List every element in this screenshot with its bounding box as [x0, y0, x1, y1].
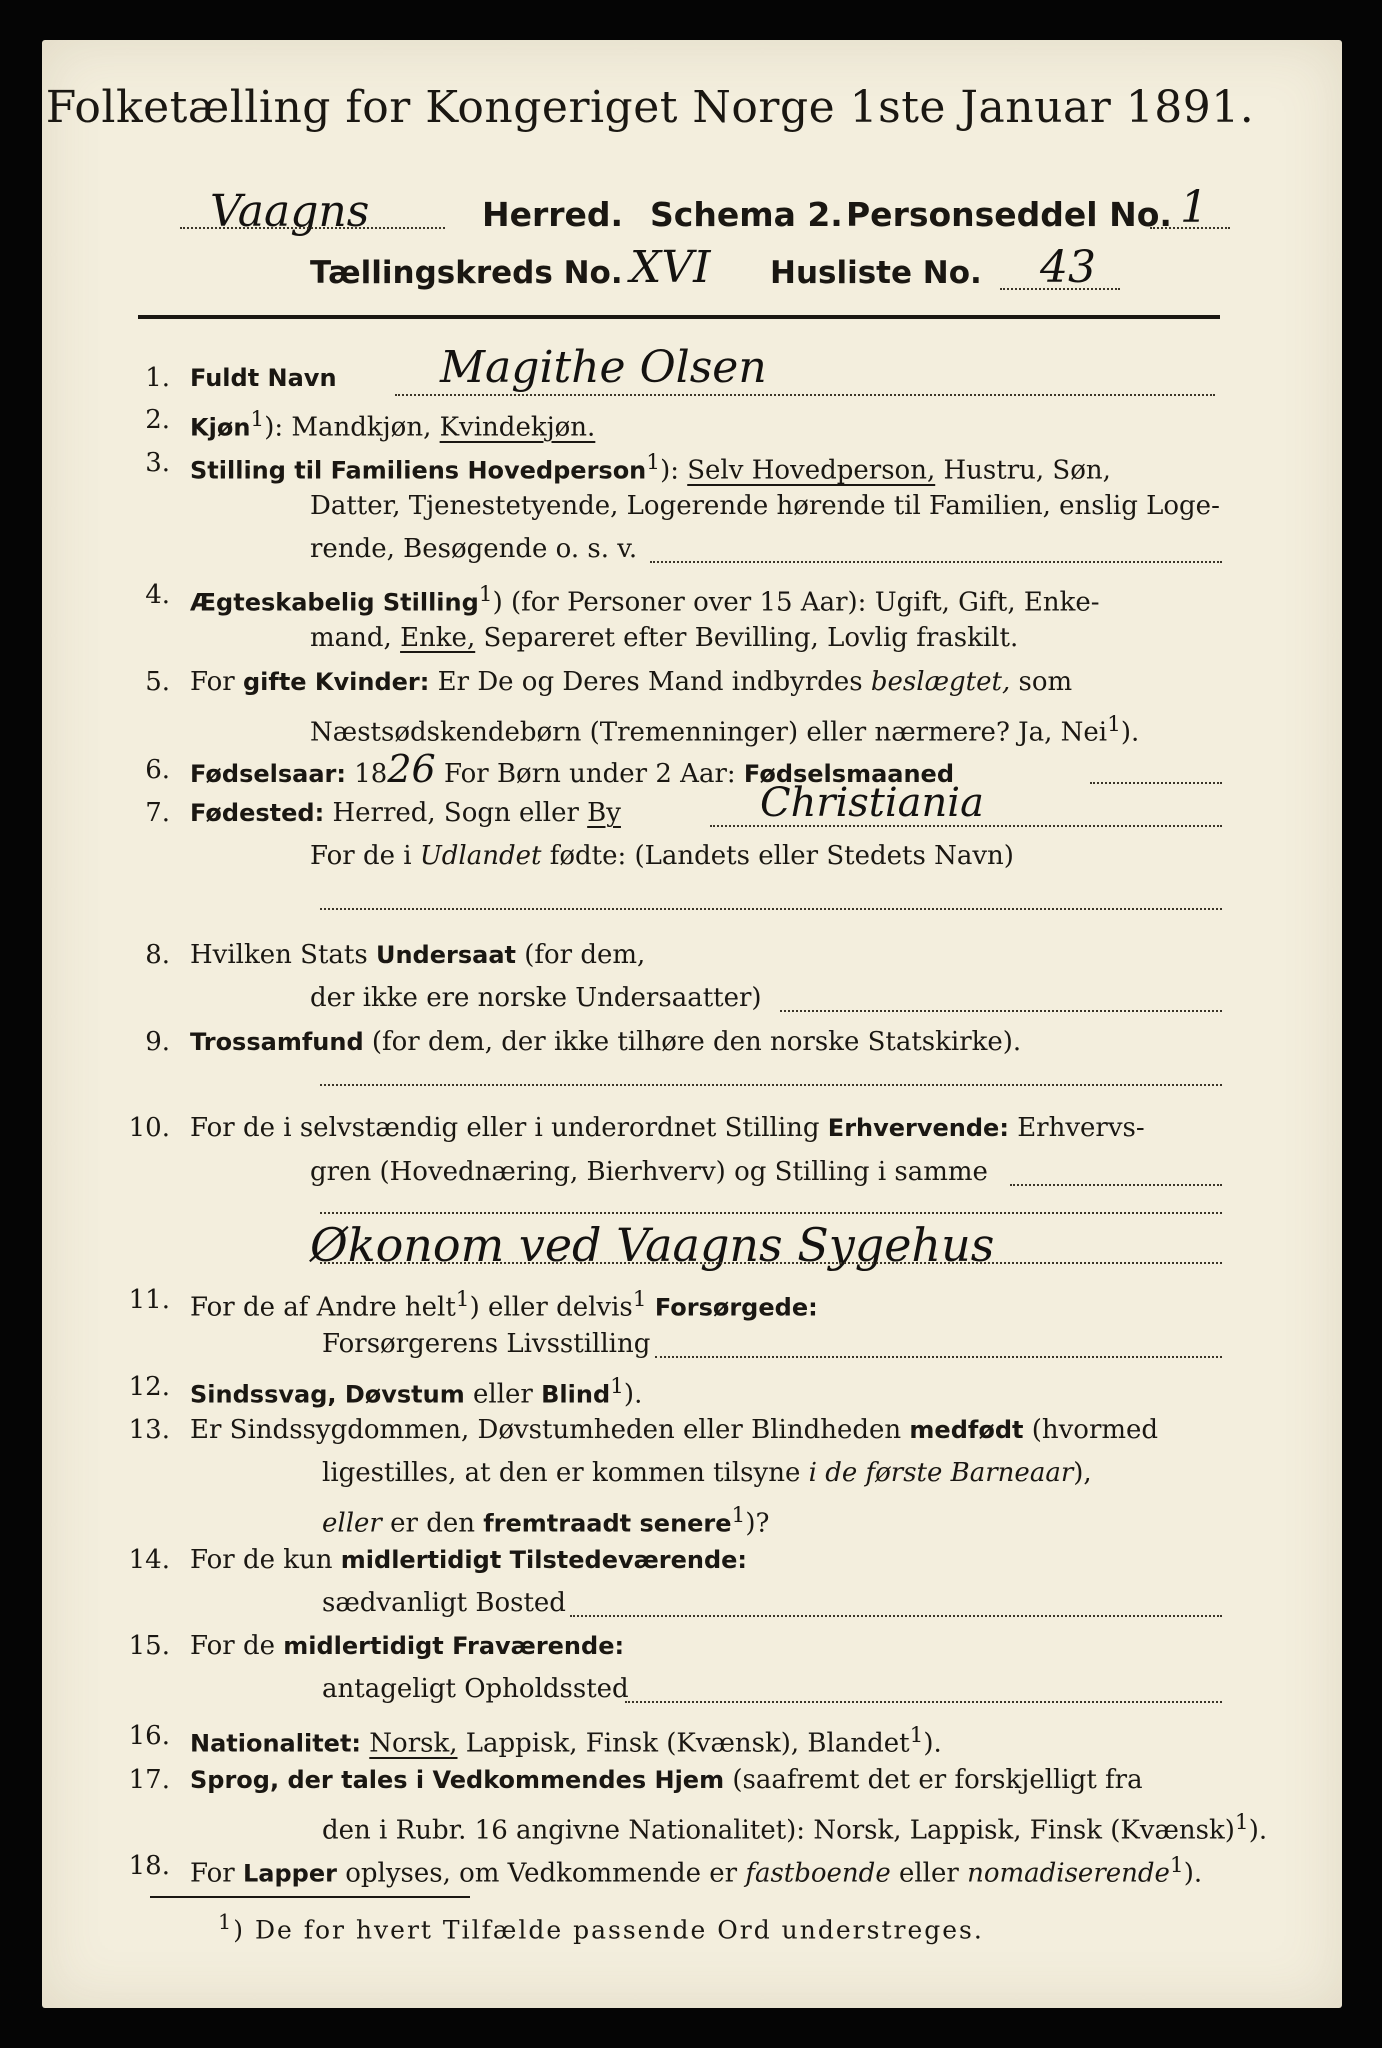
personseddel-label: Personseddel No. — [846, 195, 1172, 234]
husliste-dotted-line — [1000, 288, 1120, 290]
husliste-handwritten: 43 — [1040, 242, 1096, 293]
header-rule — [138, 315, 1220, 319]
full-name-handwritten: Magithe Olsen — [440, 342, 767, 393]
kjon-underlined-option: Kvindekjøn. — [439, 412, 596, 443]
husliste-label: Husliste No. — [770, 255, 982, 291]
birth-year-handwritten: 26 — [387, 747, 436, 791]
occupation-handwritten: Økonom ved Vaagns Sygehus — [310, 1218, 995, 1272]
item-9-blank-line — [320, 1084, 1222, 1086]
form-title: Folketælling for Kongeriget Norge 1ste Januar 1891. — [45, 82, 1255, 133]
herred-handwritten: Vaagns — [210, 186, 370, 237]
birthplace-underlined-option: By — [587, 798, 621, 828]
schema-label: Schema 2. — [650, 195, 843, 234]
civil-status-underlined-option: Enke, — [400, 623, 476, 653]
item-7-blank-line — [320, 908, 1222, 910]
personseddel-handwritten: 1 — [1180, 182, 1208, 233]
item-10-dotted-line — [320, 1212, 1222, 1214]
kreds-handwritten: XVI — [630, 242, 711, 293]
herred-label: Herred. — [482, 195, 624, 234]
nationality-underlined-option: Norsk, — [369, 1728, 458, 1759]
item-10-answer-line — [320, 1262, 1222, 1264]
stilling-underlined-option: Selv Hovedperson, — [687, 455, 936, 486]
kreds-label: Tællingskreds No. — [310, 255, 623, 291]
personseddel-dotted-line — [1150, 227, 1230, 229]
birthplace-handwritten: Christiania — [760, 780, 984, 826]
footnote-rule — [150, 1896, 470, 1898]
footnote: $^1$) De for hvert Tilfælde passende Ord understreges. — [218, 1910, 984, 1945]
herred-dotted-line — [180, 227, 445, 229]
